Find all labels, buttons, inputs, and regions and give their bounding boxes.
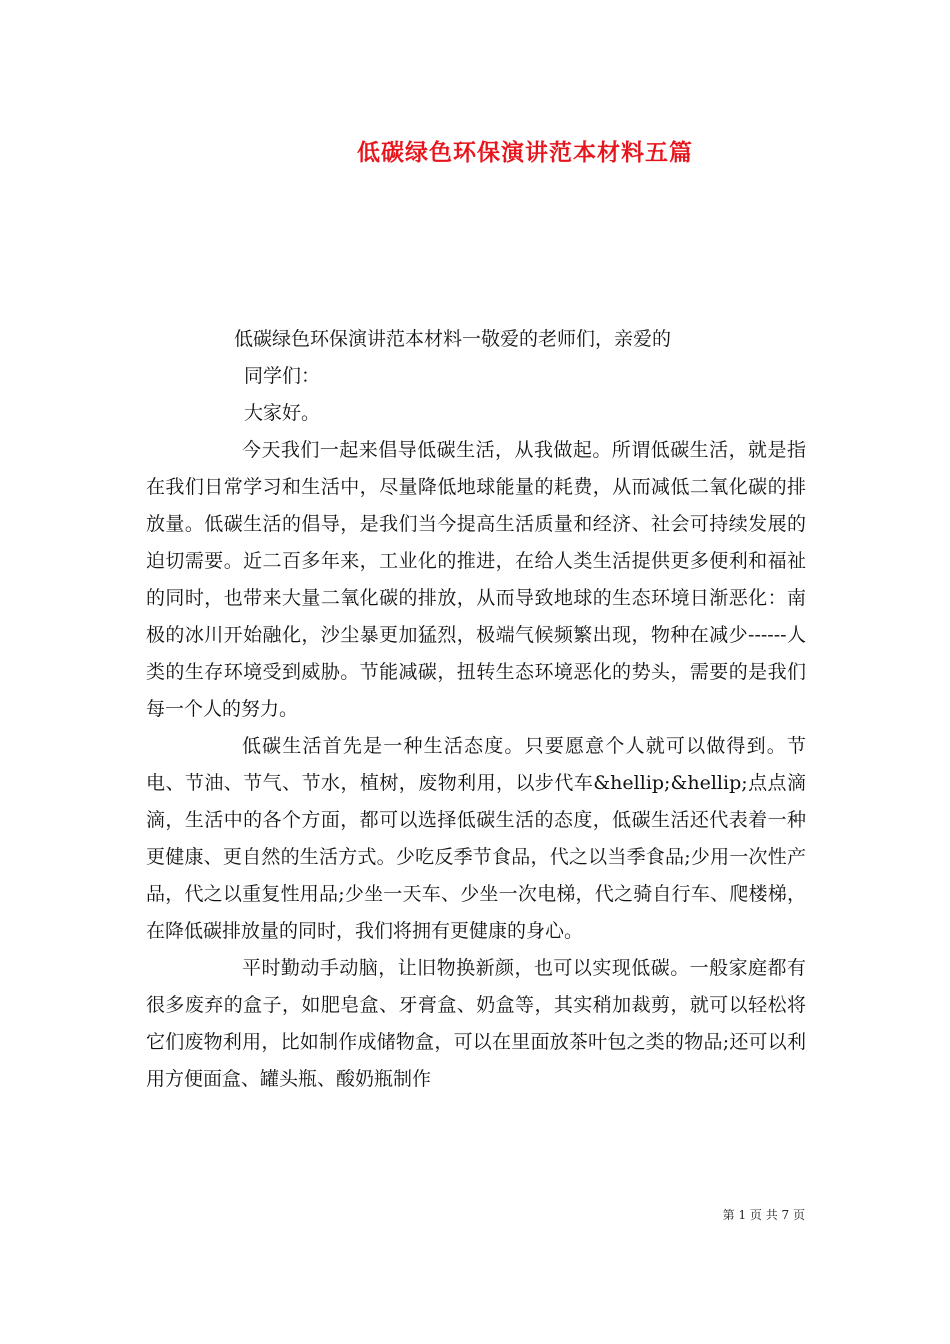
paragraph: 低碳生活首先是一种生活态度。只要愿意个人就可以做得到。节电、节油、节气、节水，植树，废物利用，以步代车&hellip;&hellip;点点滴滴，生活中的各个方面，都可以选择低碳生活的态度，低碳生活还代表着一种更健康、更自然的生活方式。少吃反季节食品，代之以当季食品;少用一次性产品，代之以重复性用品;少坐一天车、少坐一次电梯，代之骑自行车、爬楼梯，在降低碳排放量的同时，我们将拥有更健康的身心。 — [146, 735, 806, 942]
document-title: 低碳绿色环保演讲范本材料五篇 — [357, 139, 693, 166]
salutation-line: 同学们： — [244, 365, 321, 387]
intro-line: 低碳绿色环保演讲范本材料一敬爱的老师们，亲爱的 — [234, 328, 672, 350]
page-number: 第 1 页 共 7 页 — [722, 1208, 805, 1222]
paragraph: 平时勤动手动脑，让旧物换新颜，也可以实现低碳。一般家庭都有很多废弃的盒子，如肥皂盒、牙膏盒、奶盒等，其实稍加裁剪，就可以轻松将它们废物利用，比如制作成储物盒，可以在里面放茶叶包之类的物品;还可以利用方便面盒、罐头瓶、酸奶瓶制作 — [146, 957, 806, 1090]
paragraph: 今天我们一起来倡导低碳生活，从我做起。所谓低碳生活，就是指在我们日常学习和生活中，尽量降低地球能量的耗费，从而减低二氧化碳的排放量。低碳生活的倡导，是我们当今提高生活质量和经济、社会可持续发展的迫切需要。近二百多年来，工业化的推进，在给人类生活提供更多便利和福祉的同时，也带来大量二氧化碳的排放，从而导致地球的生态环境日渐恶化：南极的冰川开始融化，沙尘暴更加猛烈，极端气候频繁出现，物种在减少------人类的生存环境受到威胁。节能减碳，扭转生态环境恶化的势头，需要的是我们每一个人的努力。 — [146, 439, 806, 720]
document-body — [146, 321, 806, 1098]
greeting-line: 大家好。 — [244, 402, 321, 424]
